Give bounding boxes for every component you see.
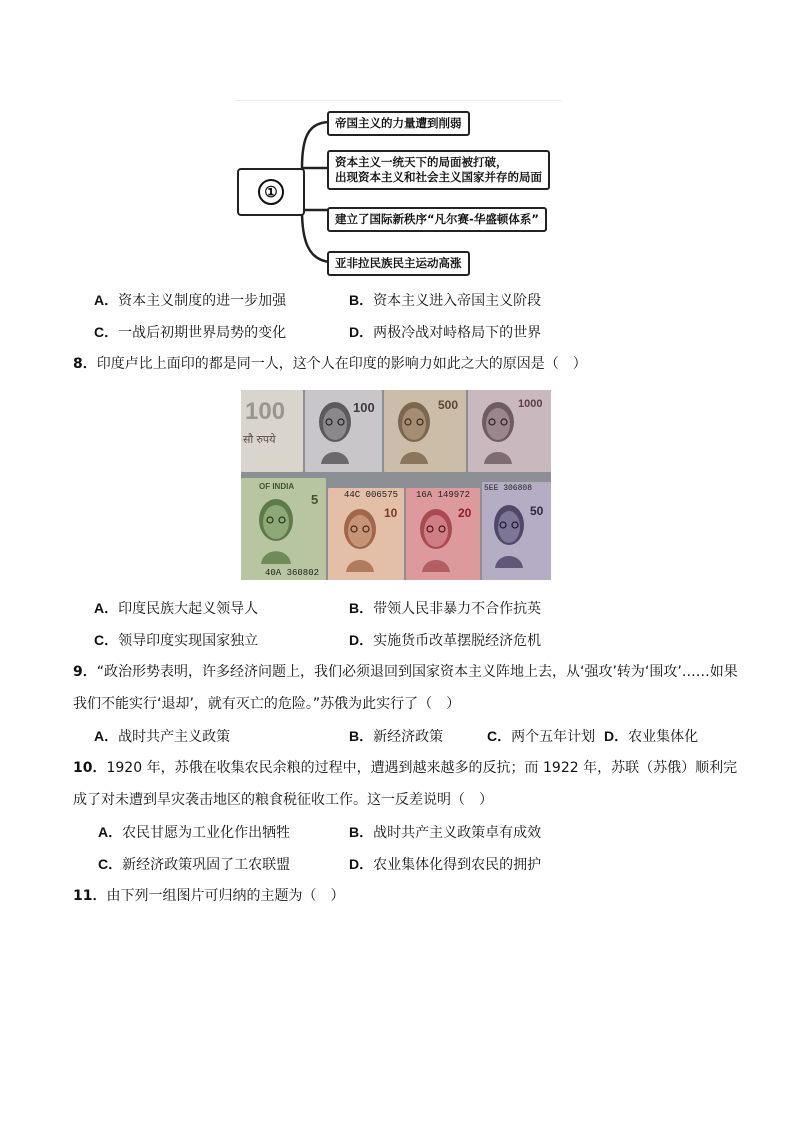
q8-option-c bbox=[94, 630, 258, 651]
q9-option-c bbox=[487, 726, 595, 747]
q10-number: 10． bbox=[73, 760, 107, 776]
banknote-5 bbox=[241, 478, 326, 580]
q11-number: 11． bbox=[73, 888, 107, 904]
mindmap-branch-3 bbox=[327, 207, 547, 232]
q8-option-a bbox=[94, 598, 258, 619]
banknote-10-denomination: 10 bbox=[384, 506, 398, 520]
q10-option-a-text: 农民甘愿为工业化作出牺牲 bbox=[122, 825, 291, 841]
q9-option-a-letter: A． bbox=[94, 728, 119, 744]
mindmap-branch-3-text: 建立了国际新秩序“凡尔赛-华盛顿体系” bbox=[335, 212, 539, 226]
mindmap-center-label: ① bbox=[258, 179, 284, 205]
banknote-5-serial: 40A 360802 bbox=[265, 568, 320, 578]
banknote-10-serial: 44C 006575 bbox=[344, 490, 399, 500]
q10-stem-text-1: 1920 年，苏俄在收集农民余粮的过程中，遭遇到越来越多的反抗；而 1922 年，苏联（苏俄）顺利完 bbox=[106, 760, 738, 776]
gandhi-portrait-icon bbox=[412, 502, 460, 572]
banknote-10 bbox=[328, 488, 404, 580]
q10-option-c-text: 新经济政策巩固了工农联盟 bbox=[122, 857, 291, 873]
q9-option-a-text: 战时共产主义政策 bbox=[118, 729, 231, 745]
q9-option-a bbox=[94, 726, 230, 747]
mindmap-branch-1 bbox=[327, 111, 470, 136]
banknote-20-serial: 16A 149972 bbox=[416, 490, 471, 500]
q7-option-c-letter: C． bbox=[94, 324, 119, 340]
banknote-50 bbox=[482, 482, 551, 580]
banknote-1000 bbox=[468, 390, 551, 472]
banknote-100 bbox=[305, 390, 382, 472]
banknote-50-denomination: 50 bbox=[530, 504, 544, 518]
gandhi-portrait-icon bbox=[474, 396, 522, 464]
q10-option-a-letter: A． bbox=[98, 824, 123, 840]
q9-option-d bbox=[604, 726, 698, 747]
q10-option-d bbox=[349, 854, 541, 875]
banknote-100-hindi-denomination: 100 bbox=[245, 398, 286, 425]
q9-option-c-text: 两个五年计划 bbox=[511, 729, 596, 745]
mindmap-branch-1-text: 帝国主义的力量遭到削弱 bbox=[335, 116, 462, 130]
gandhi-portrait-icon bbox=[251, 492, 301, 564]
mindmap-branch-2 bbox=[327, 150, 550, 190]
banknote-50-serial: 5EE 306808 bbox=[484, 484, 533, 493]
q9-option-c-letter: C． bbox=[487, 728, 512, 744]
q8-option-a-text: 印度民族大起义领导人 bbox=[118, 601, 259, 617]
q10-option-d-letter: D． bbox=[349, 856, 374, 872]
gandhi-portrait-icon bbox=[486, 498, 532, 568]
banknote-india-text: OF INDIA bbox=[259, 482, 295, 491]
q8-option-b bbox=[349, 598, 541, 619]
q8-option-d-letter: D． bbox=[349, 632, 374, 648]
gandhi-portrait-icon bbox=[336, 502, 384, 572]
q9-stem-text-1: “政治形势表明，许多经济问题上，我们必须退回到国家资本主义阵地上去，从‘强攻’转为‘围攻’……如果 bbox=[96, 664, 738, 680]
q9-stem-line2: 我们不能实行‘退却’，就有灭亡的危险。”苏俄为此实行了（ ） bbox=[73, 696, 461, 712]
q8-option-c-text: 领导印度实现国家独立 bbox=[118, 633, 259, 649]
q8-option-b-letter: B． bbox=[349, 600, 374, 616]
q8-option-d-text: 实施货币改革摆脱经济危机 bbox=[373, 633, 542, 649]
q7-option-d-text: 两极冷战对峙格局下的世界 bbox=[373, 325, 542, 341]
q8-number: 8． bbox=[73, 356, 97, 372]
mindmap-branch-4 bbox=[327, 251, 470, 276]
q7-option-d-letter: D． bbox=[349, 324, 374, 340]
q9-stem-line1 bbox=[73, 662, 738, 682]
q8-option-c-letter: C． bbox=[94, 632, 119, 648]
q11-stem-text: 由下列一组图片可归纳的主题为（ ） bbox=[106, 888, 345, 904]
mindmap-branch-4-text: 亚非拉民族民主运动高涨 bbox=[335, 256, 462, 270]
q7-option-b-letter: B． bbox=[349, 292, 374, 308]
q9-option-d-text: 农业集体化 bbox=[628, 729, 699, 745]
q8-option-b-text: 带领人民非暴力不合作抗英 bbox=[373, 601, 542, 617]
q8-stem bbox=[73, 354, 587, 374]
banknote-1000-denomination: 1000 bbox=[518, 398, 543, 410]
figure-top-rule bbox=[234, 100, 562, 101]
q10-option-c-letter: C． bbox=[98, 856, 123, 872]
q7-option-b-text: 资本主义进入帝国主义阶段 bbox=[373, 293, 542, 309]
q8-option-a-letter: A． bbox=[94, 600, 119, 616]
q7-option-c-text: 一战后初期世界局势的变化 bbox=[118, 325, 287, 341]
banknote-500 bbox=[384, 390, 466, 472]
rupee-notes-photo bbox=[241, 390, 551, 580]
q8-stem-text: 印度卢比上面印的都是同一人，这个人在印度的影响力如此之大的原因是（ ） bbox=[96, 356, 587, 372]
q10-option-d-text: 农业集体化得到农民的拥护 bbox=[373, 857, 542, 873]
mindmap-center bbox=[237, 168, 305, 216]
banknote-20-denomination: 20 bbox=[458, 506, 472, 520]
q7-option-a-text: 资本主义制度的进一步加强 bbox=[118, 293, 287, 309]
q7-option-c bbox=[94, 322, 286, 343]
q9-number: 9． bbox=[73, 664, 97, 680]
q9-option-b-text: 新经济政策 bbox=[373, 729, 444, 745]
q10-option-b-text: 战时共产主义政策卓有成效 bbox=[373, 825, 542, 841]
banknote-5-denomination: 5 bbox=[311, 492, 319, 507]
q7-option-a-letter: A． bbox=[94, 292, 119, 308]
q11-stem bbox=[73, 886, 344, 906]
banknote-100-hindi bbox=[241, 390, 303, 472]
mindmap-branch-2-line2: 出现资本主义和社会主义国家并存的局面 bbox=[335, 170, 542, 184]
q10-option-a bbox=[98, 822, 290, 843]
q10-stem-line2: 成了对未遭到旱灾袭击地区的粮食税征收工作。这一反差说明（ ） bbox=[73, 792, 493, 808]
q10-option-b bbox=[349, 822, 541, 843]
q10-option-b-letter: B． bbox=[349, 824, 374, 840]
q9-option-b bbox=[349, 726, 443, 747]
q10-option-c bbox=[98, 854, 290, 875]
q9-option-b-letter: B． bbox=[349, 728, 374, 744]
banknote-20 bbox=[406, 488, 480, 580]
mindmap-branch-2-line1: 资本主义一统天下的局面被打破， bbox=[335, 155, 508, 169]
q10-stem-line1 bbox=[73, 758, 737, 778]
q7-option-a bbox=[94, 290, 286, 311]
banknote-100-denomination: 100 bbox=[353, 400, 375, 415]
q7-option-b bbox=[349, 290, 541, 311]
banknote-hindi-text: सौ रुपये bbox=[243, 434, 276, 446]
q7-option-d bbox=[349, 322, 541, 343]
banknote-500-denomination: 500 bbox=[438, 398, 459, 412]
gandhi-portrait-icon bbox=[311, 396, 359, 464]
gandhi-portrait-icon bbox=[390, 396, 438, 464]
q8-option-d bbox=[349, 630, 541, 651]
q9-option-d-letter: D． bbox=[604, 728, 629, 744]
